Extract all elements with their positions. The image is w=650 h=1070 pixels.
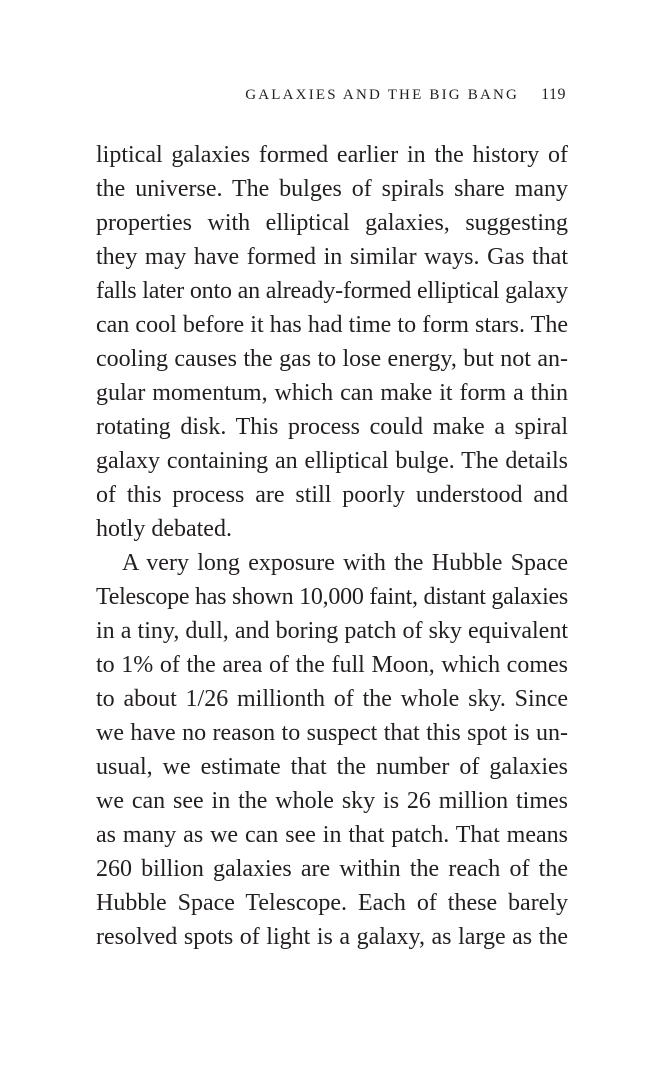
- text-line: properties with elliptical galaxies, suggesting: [96, 210, 568, 236]
- page-number: 119: [541, 86, 566, 103]
- text-line: falls later onto an already-formed elliptical galaxy: [96, 278, 569, 304]
- running-head: [245, 86, 566, 104]
- body-text: [96, 138, 568, 954]
- text-line: Telescope has shown 10,000 faint, distant galaxies: [96, 584, 569, 610]
- text-line: galaxy containing an elliptical bulge. The details: [96, 448, 568, 474]
- text-line: can cool before it has had time to form stars. The: [96, 312, 568, 338]
- text-line: resolved spots of light is a galaxy, as large as the: [96, 924, 568, 950]
- text-line: cooling causes the gas to lose energy, but not an-: [96, 346, 568, 372]
- text-line: 260 billion galaxies are within the reach of the: [96, 856, 568, 882]
- running-head-title: GALAXIES AND THE BIG BANG: [245, 87, 520, 103]
- text-line: they may have formed in similar ways. Gas that: [96, 244, 568, 270]
- text-line: rotating disk. This process could make a spiral: [96, 414, 568, 440]
- text-line: to about 1/26 millionth of the whole sky. Since: [96, 686, 568, 712]
- text-line: of this process are still poorly understood and: [96, 482, 568, 508]
- text-line: to 1% of the area of the full Moon, which comes: [96, 652, 568, 678]
- text-line: gular momentum, which can make it form a thin: [96, 380, 568, 406]
- text-line: Hubble Space Telescope. Each of these barely: [96, 890, 568, 916]
- text-line: hotly debated.: [96, 516, 232, 542]
- text-line: in a tiny, dull, and boring patch of sky equivalent: [96, 618, 568, 644]
- text-line: we have no reason to suspect that this spot is un-: [96, 720, 568, 746]
- paragraph-1: [96, 138, 568, 546]
- text-line: A very long exposure with the Hubble Space: [122, 550, 568, 576]
- text-line: liptical galaxies formed earlier in the history of: [96, 142, 568, 168]
- paragraph-2: [96, 546, 568, 954]
- text-line: usual, we estimate that the number of galaxies: [96, 754, 568, 780]
- text-line: as many as we can see in that patch. That means: [96, 822, 568, 848]
- text-line: the universe. The bulges of spirals share many: [96, 176, 568, 202]
- text-line: we can see in the whole sky is 26 million times: [96, 788, 568, 814]
